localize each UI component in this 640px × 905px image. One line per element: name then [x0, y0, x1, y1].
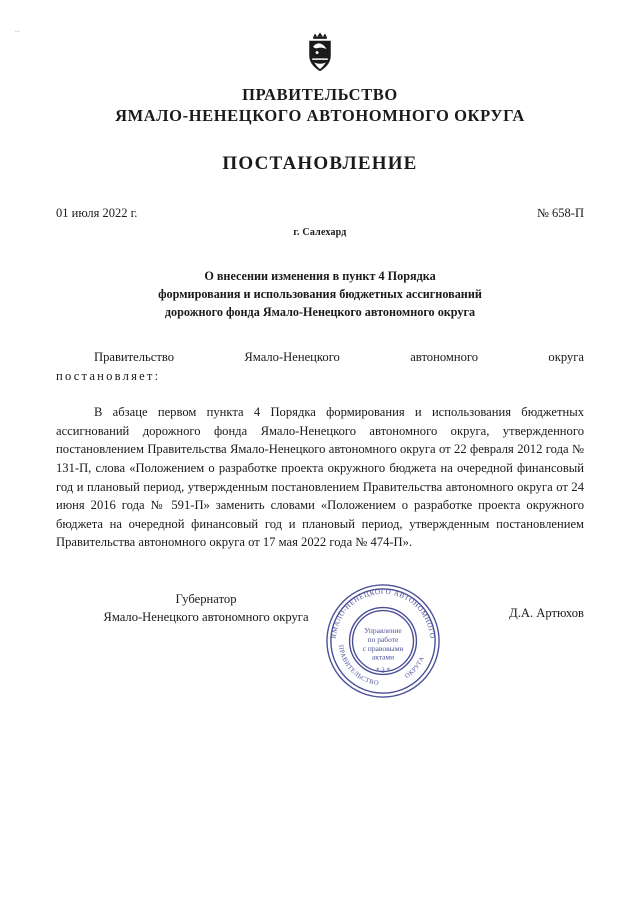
svg-text:актами: актами — [371, 652, 395, 662]
page-edge-mark: ᠃ — [13, 27, 19, 37]
svg-text:ЯМАЛО-НЕНЕЦКОГО АВТОНОМНОГО: ЯМАЛО-НЕНЕЦКОГО АВТОНОМНОГО — [329, 587, 437, 640]
svg-text:* 2 *: * 2 * — [376, 667, 390, 675]
signature-block — [56, 587, 584, 700]
lead-line-1: Правительство Ямало-Ненецкого автономного округа — [94, 350, 584, 365]
signature-role-line2: Ямало-Ненецкого автономного округа — [103, 610, 309, 625]
document-date: 01 июля 2022 г. — [56, 206, 138, 221]
document-city: г. Салехард — [293, 227, 347, 239]
lead-line-2 — [56, 367, 584, 386]
svg-text:по работе: по работе — [367, 635, 399, 645]
svg-text:с правовыми: с правовыми — [362, 643, 404, 653]
document-type-heading: ПОСТАНОВЛЕНИЕ — [222, 153, 418, 175]
document-subject — [56, 268, 584, 321]
emblem-container — [56, 32, 584, 76]
subject-line-2: формирования и использования бюджетных ассигнований — [158, 286, 482, 301]
coat-of-arms-icon — [300, 32, 340, 76]
signature-role — [56, 590, 584, 627]
signature-name: Д.А. Артюхов — [509, 606, 584, 621]
subject-line-1: О внесении изменения в пункт 4 Порядка — [204, 269, 436, 284]
svg-text:ОКРУГА: ОКРУГА — [403, 655, 427, 681]
page-title — [56, 84, 584, 126]
subject-line-3: дорожного фонда Ямало-Ненецкого автономного округа — [164, 304, 476, 319]
document-meta-row — [56, 206, 584, 221]
government-title-line1: ПРАВИТЕЛЬСТВО — [242, 85, 398, 104]
decree-colon: : — [154, 369, 159, 384]
body-paragraph: В абзаце первом пункта 4 Порядка формирования и использования бюджетных ассигнований дорожного фонда Ямало-Ненецкого автономного округа, утвержденного постановлением Правительства Ямало-Ненецкого автономного округа от 22 февраля 2012 года № 131-П, слова «Положением о разработке проекта окружного бюджета на очередной финансовый год и плановый период, утвержденным постановлением Правительства автономного округа от 24 июня 2016 года № 591-П» заменить словами «Положением о разработке проекта окружного бюджета на очередной финансовый год и плановый период, утвержденным постановлением Правительства автономного округа от 17 мая 2022 года № 474-П». — [56, 405, 584, 550]
official-round-stamp-icon — [324, 582, 442, 700]
decree-word: постановляет — [56, 369, 155, 384]
svg-text:ПРАВИТЕЛЬСТВО: ПРАВИТЕЛЬСТВО — [336, 644, 380, 688]
lead-paragraph — [56, 348, 584, 386]
government-title-line2: ЯМАЛО-НЕНЕЦКОГО АВТОНОМНОГО ОКРУГА — [115, 106, 525, 126]
svg-text:Управление: Управление — [364, 626, 402, 636]
signature-role-line1: Губернатор — [175, 592, 237, 607]
document-number: № 658-П — [537, 206, 584, 221]
